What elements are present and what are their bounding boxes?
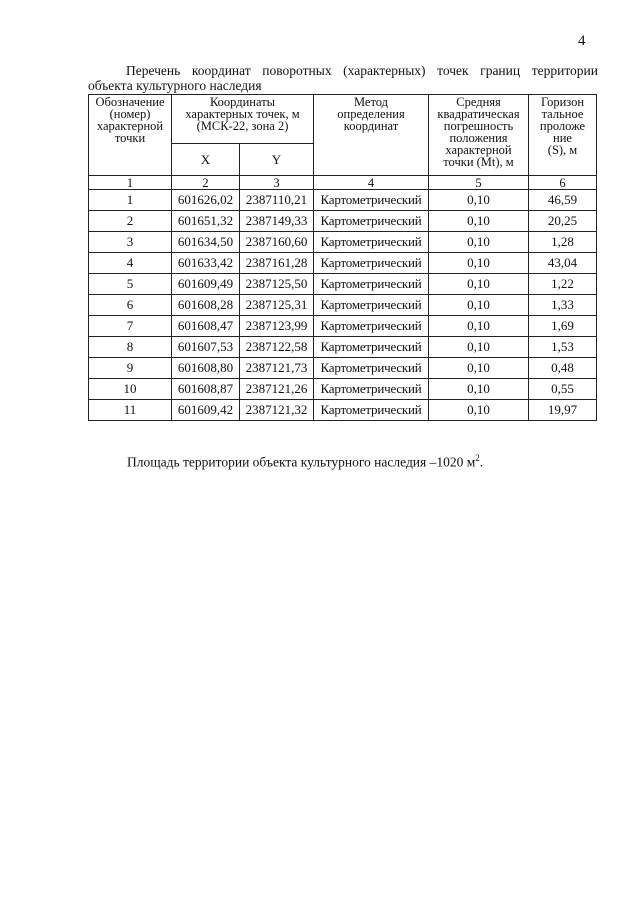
- distance-cell: 1,22: [529, 274, 597, 295]
- header-x: X: [172, 144, 240, 176]
- header-line: проложе: [539, 119, 586, 133]
- point-number-cell: 1: [89, 190, 172, 211]
- mean-error-cell: 0,10: [429, 253, 529, 274]
- table-row: [89, 400, 597, 421]
- method-cell: Картометрический: [314, 253, 429, 274]
- header-horizontal-distance: [529, 95, 597, 176]
- distance-cell: 1,53: [529, 337, 597, 358]
- table-row: [89, 232, 597, 253]
- point-number-cell: 9: [89, 358, 172, 379]
- header-line: погрешность: [443, 119, 514, 133]
- method-cell: Картометрический: [314, 400, 429, 421]
- area-unit-exponent: 2: [475, 453, 480, 463]
- header-point-number: [89, 95, 172, 176]
- mean-error-cell: 0,10: [429, 316, 529, 337]
- y-coordinate-cell: 2387160,60: [240, 232, 314, 253]
- x-coordinate-cell: 601607,53: [172, 337, 240, 358]
- table-row: [89, 274, 597, 295]
- header-line: положения: [449, 131, 508, 145]
- x-coordinate-cell: 601609,49: [172, 274, 240, 295]
- x-coordinate-cell: 601608,47: [172, 316, 240, 337]
- method-cell: Картометрический: [314, 232, 429, 253]
- y-coordinate-cell: 2387125,31: [240, 295, 314, 316]
- y-coordinate-cell: 2387121,73: [240, 358, 314, 379]
- column-number: 1: [89, 176, 172, 190]
- method-cell: Картометрический: [314, 358, 429, 379]
- distance-cell: 20,25: [529, 211, 597, 232]
- x-coordinate-cell: 601608,28: [172, 295, 240, 316]
- column-number: 3: [240, 176, 314, 190]
- header-line: Обозначение: [95, 95, 165, 109]
- distance-cell: 46,59: [529, 190, 597, 211]
- header-coordinates: [172, 95, 314, 144]
- distance-cell: 0,48: [529, 358, 597, 379]
- distance-cell: 1,69: [529, 316, 597, 337]
- point-number-cell: 2: [89, 211, 172, 232]
- mean-error-cell: 0,10: [429, 358, 529, 379]
- area-end: .: [479, 454, 484, 470]
- mean-error-cell: 0,10: [429, 379, 529, 400]
- mean-error-cell: 0,10: [429, 274, 529, 295]
- header-line: Средняя: [456, 95, 501, 109]
- header-line: точки: [114, 131, 146, 145]
- document-title: [88, 63, 598, 93]
- title-line-1: Перечень координат поворотных (характерных) точек границ территории: [126, 63, 598, 78]
- title-line-2: объекта культурного наследия: [88, 78, 262, 93]
- distance-cell: 1,33: [529, 295, 597, 316]
- y-coordinate-cell: 2387123,99: [240, 316, 314, 337]
- x-coordinate-cell: 601608,87: [172, 379, 240, 400]
- x-coordinate-cell: 601626,02: [172, 190, 240, 211]
- mean-error-cell: 0,10: [429, 211, 529, 232]
- table-row: [89, 358, 597, 379]
- table-row: [89, 253, 597, 274]
- mean-error-cell: 0,10: [429, 232, 529, 253]
- header-line: Координаты: [209, 95, 276, 109]
- header-line: (S), м: [547, 143, 578, 157]
- method-cell: Картометрический: [314, 316, 429, 337]
- table-row: [89, 211, 597, 232]
- y-coordinate-cell: 2387121,26: [240, 379, 314, 400]
- point-number-cell: 8: [89, 337, 172, 358]
- table-row: [89, 337, 597, 358]
- point-number-cell: 6: [89, 295, 172, 316]
- method-cell: Картометрический: [314, 190, 429, 211]
- header-line: определения: [337, 107, 405, 121]
- area-statement: [127, 453, 483, 471]
- y-coordinate-cell: 2387121,32: [240, 400, 314, 421]
- header-line: (номер): [109, 107, 151, 121]
- method-cell: Картометрический: [314, 211, 429, 232]
- x-coordinate-cell: 601633,42: [172, 253, 240, 274]
- table-row: [89, 190, 597, 211]
- mean-error-cell: 0,10: [429, 295, 529, 316]
- table-row: [89, 295, 597, 316]
- y-coordinate-cell: 2387110,21: [240, 190, 314, 211]
- header-line: тальное: [541, 107, 584, 121]
- x-coordinate-cell: 601608,80: [172, 358, 240, 379]
- header-line: Метод: [353, 95, 389, 109]
- mean-error-cell: 0,10: [429, 337, 529, 358]
- method-cell: Картометрический: [314, 274, 429, 295]
- column-number: 2: [172, 176, 240, 190]
- y-coordinate-cell: 2387125,50: [240, 274, 314, 295]
- header-method: [314, 95, 429, 176]
- header-line: точки (Mt), м: [443, 155, 514, 169]
- column-number: 4: [314, 176, 429, 190]
- x-coordinate-cell: 601609,42: [172, 400, 240, 421]
- header-mean-error: [429, 95, 529, 176]
- method-cell: Картометрический: [314, 337, 429, 358]
- header-line: координат: [343, 119, 399, 133]
- point-number-cell: 7: [89, 316, 172, 337]
- distance-cell: 19,97: [529, 400, 597, 421]
- column-number-row: [89, 176, 597, 190]
- point-number-cell: 4: [89, 253, 172, 274]
- x-coordinate-cell: 601651,32: [172, 211, 240, 232]
- table-row: [89, 316, 597, 337]
- header-line: Горизон: [540, 95, 585, 109]
- table-row: [89, 379, 597, 400]
- area-text: Площадь территории объекта культурного наследия –1020 м: [127, 454, 476, 470]
- mean-error-cell: 0,10: [429, 190, 529, 211]
- y-coordinate-cell: 2387122,58: [240, 337, 314, 358]
- header-line: (МСК-22, зона 2): [196, 119, 289, 133]
- header-line: характерной: [445, 143, 512, 157]
- page-number: 4: [578, 33, 586, 49]
- point-number-cell: 3: [89, 232, 172, 253]
- point-number-cell: 10: [89, 379, 172, 400]
- header-line: ние: [553, 131, 572, 145]
- coordinates-table: [88, 94, 597, 421]
- header-line: характерной: [96, 119, 164, 133]
- distance-cell: 43,04: [529, 253, 597, 274]
- header-line: квадратическая: [437, 107, 520, 121]
- y-coordinate-cell: 2387149,33: [240, 211, 314, 232]
- distance-cell: 1,28: [529, 232, 597, 253]
- mean-error-cell: 0,10: [429, 400, 529, 421]
- method-cell: Картометрический: [314, 295, 429, 316]
- method-cell: Картометрический: [314, 379, 429, 400]
- point-number-cell: 5: [89, 274, 172, 295]
- y-coordinate-cell: 2387161,28: [240, 253, 314, 274]
- point-number-cell: 11: [89, 400, 172, 421]
- column-number: 5: [429, 176, 529, 190]
- column-number: 6: [529, 176, 597, 190]
- header-line: характерных точек, м: [185, 107, 300, 121]
- distance-cell: 0,55: [529, 379, 597, 400]
- x-coordinate-cell: 601634,50: [172, 232, 240, 253]
- header-y: Y: [240, 144, 314, 176]
